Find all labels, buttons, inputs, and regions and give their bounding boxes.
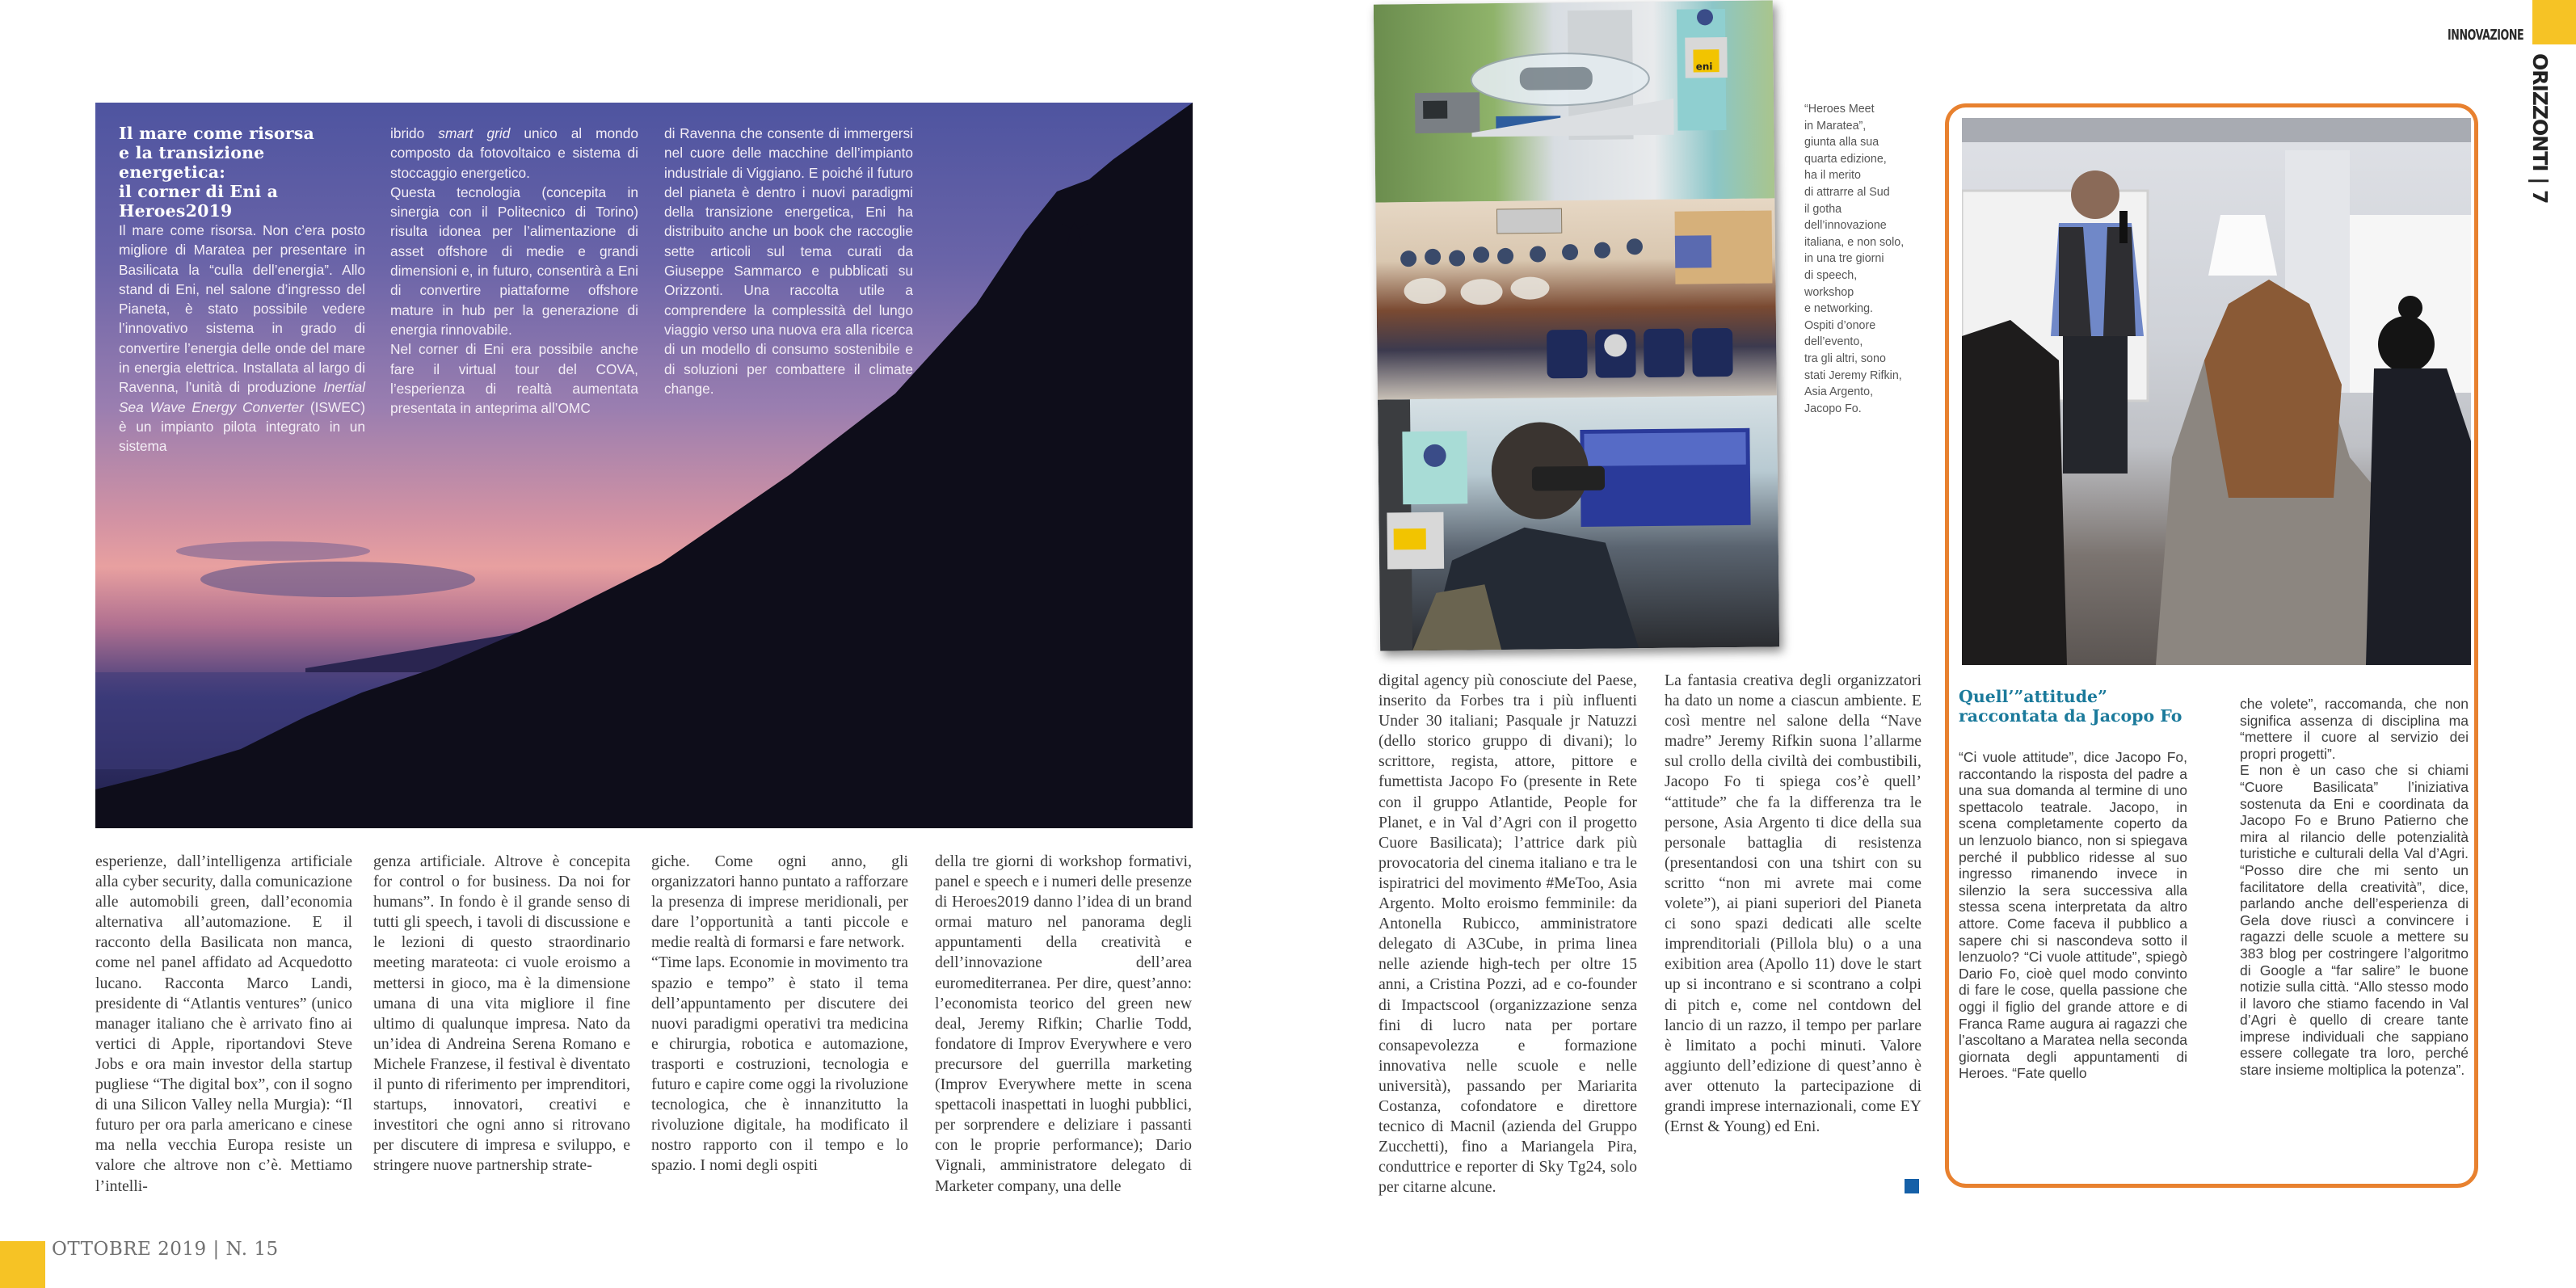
article-paragraph: La fantasia creativa degli organizzatori ha dato un nome a ciascun ambiente. E così mentre nel salone della “Nave madre” Jeremy Rifkin suona l’allarme sul crollo della civiltà dei combustibili, Jacopo Fo ti spiega cos’è quell’ “attitude” che fa la differenza tra le persone, Asia Argento ti dice della sua personale battaglia di resistenza (presentandosi con una tshirt con su scritto “non mi avrete mai come volete”), ai piani superiori del Pianeta ci sono spazi dedicati alle scelte imprenditoriali (Pillola blu) o a una exibition area (Apollo 11) dove le start up si incontrano e si scontrano a colpi di pitch e, come nel contdown del lancio di un razzo, il tempo per parlare è limitato a pochi minuti. Valore aggiunto dell’edizione di quest’anno è aver ottenuto la partecipazione di grandi imprese internazionali, come EY (Ernst & Young) ed Eni. xyxy=(1665,671,1921,1136)
sidebar-column-2 xyxy=(390,124,638,418)
boxout-title-line: raccontata da Jacopo Fo xyxy=(1959,706,2182,726)
sidebar-text: Il mare come risorsa. Non c’era posto migliore di Maratea per presentare in Basilicata la “culla dell’energia”. Allo stand di Eni, nel salone d’ingresso del Pianeta, è stato possibile vedere l’innovativo sistema in grado di convertire l’energia delle onde del mare in energia elettrica. Installata al largo di Ravenna, l’unità di produzione xyxy=(119,222,365,396)
photo-jacopo-fo xyxy=(1962,118,2471,665)
issue-date: OTTOBRE 2019 | N. 15 xyxy=(52,1239,279,1260)
caption-line: dell’innovazione xyxy=(1804,219,1887,233)
caption-line: Jacopo Fo. xyxy=(1804,402,1862,415)
boxout-column-2 xyxy=(2240,696,2469,1079)
end-of-article-mark xyxy=(1905,1179,1919,1193)
article-paragraph: genza artificiale. Altrove è concepita for control o for business. Da noi for humans”. In fondo è il grande senso di tutti gli speech, i tavoli di discussione e le lezioni di questo straordinario meeting marateota: ci vuole eroismo a mettersi in gioco, ma è la dimensione umana di una vita migliore il fine ultimo di qualunque impresa. Nato da un’idea di Andreina Serena Romano e Michele Franzese, il festival è diventato il punto di riferimento per imprenditori, startups, innovatori, creativi e investitori che ogni anno si ritrovano per discutere di impresa e sviluppo, e stringere nuove partnership strate- xyxy=(373,852,630,1175)
sidebar-title-line: e la transizione energetica: xyxy=(119,143,265,182)
caption-line: e networking. xyxy=(1804,302,1874,316)
sidebar-italic-text: Inertial Sea Wave Energy Converter xyxy=(119,379,365,415)
article-paragraph: esperienze, dall’intelligenza artificiale alla cyber security, dalla comunicazione alle automobili green, dall’economia alternativa all’automazione. E il racconto della Basilicata non manca, come nel panel affidato ad Acquedotto lucano. Racconta Marco Landi, presidente di “Atlantis ventures” (unico manager italiano che è arrivato fino ai vertici di Apple, riportandovi Steve Jobs e ora main investor della startup pugliese “The digital box”, con il sogno di una Silicon Valley nella Murgia): “Il futuro per ora parla americano e cinese ma nella vecchia Europa resiste un valore che altrove non c’è. Mettiamo l’intelli- xyxy=(95,852,352,1195)
photo-collage xyxy=(1374,0,1779,650)
article-paragraph: “Time laps. Economie in movimento tra spazio e tempo” è stato il tema dell’appuntamento per discutere dei nuovi paradigmi operativi tra medicina e chirurgia, robotica e automazione, trasporti e costruzioni, tecnologia e futuro e capire come oggi la rivoluzione tecnologica, che è innanzitutto la rivoluzione digitale, ha modificato il nostro rapporto con il tempo e lo spazio. I nomi degli ospiti xyxy=(651,953,908,1175)
caption-line: in Maratea”, xyxy=(1804,119,1867,133)
boxout-paragraph: E non è un caso che si chiami “Cuore Basilicata” l’iniziativa sostenuta da Eni e coordinata da Jacopo Fo e Bruno Patierno che mira al rilancio delle potenzialità turistiche e culturali della Val d’Agri. “Posso dire che mi sento un facilitatore della creatività”, dice, parlando anche dell’esperienza di Gela dove riuscì a convincere i ragazzi delle scuole a mettere su 383 blog per costringere l’algoritmo di Google a “far salire” le buone notizie sulla città. “Allo stesso modo il lavoro che stiamo facendo in Val d’Agri è quello di creare tante imprese individuali che sappiano essere collegate tra loro, perché stare insieme moltiplica la potenza”. xyxy=(2240,762,2469,1079)
sidebar-italic-text: smart grid xyxy=(438,125,511,141)
caption-line: stati Jeremy Rifkin, xyxy=(1804,368,1902,382)
eni-logo-text: eni xyxy=(1695,61,1713,73)
article-column-2 xyxy=(373,852,630,1176)
sidebar-paragraph: di Ravenna che consente di immergersi nel cuore delle macchine dell’impianto industriale di Viggiano. E poiché il futuro del pianeta è dentro i nuovi paradigmi della transizione energetica, Eni ha distribuito anche un book che raccoglie sette articoli sul tema curati da Giuseppe Sammarco e pubblicati su Orizzonti. Una raccolta utile a comprendere la complessità del lungo viaggio verso una nuova era alla ricerca di un modello di consumo sostenibile e di soluzioni per combattere il climate change. xyxy=(664,125,913,397)
caption-line: ha il merito xyxy=(1804,169,1861,183)
audience-illustration xyxy=(1375,198,1777,399)
yellow-corner-tab-right xyxy=(2532,0,2576,44)
sidebar-text: unico al mondo composto da fotovoltaico e sistema di stoccaggio energetico. xyxy=(390,125,638,181)
article-column-5 xyxy=(1378,671,1637,1198)
article-paragraph: della tre giorni di workshop formativi, panel e speech e i numeri delle presenze di Heroes2019 danno l’idea di un brand ormai maturo nel panorama degli appuntamenti della creatività e dell’innovazione dell’area euromediterranea. Per dire, quest’anno: l’economista teorico del green new deal, Jeremy Rifkin; Charlie Todd, fondatore di Improv Everywhere e vero precursore del guerrilla marketing (Improv Everywhere mette in scena spettacoli inaspettati in luoghi pubblici, per sorprendere e deliziare i passanti con le proprie performance); Dario Vignali, amministratore delegato di Marketer company, una delle xyxy=(935,852,1192,1195)
sidebar-title xyxy=(119,124,365,221)
sidebar-title-line: Il mare come risorsa xyxy=(119,124,314,143)
article-column-3 xyxy=(651,852,908,1176)
sidebar-text: (ISWEC) è un impianto pilota integrato in un sistema xyxy=(119,398,365,455)
section-label: INNOVAZIONE xyxy=(2448,27,2524,44)
sidebar-column-3 xyxy=(664,124,913,398)
sidebar-paragraph xyxy=(119,221,365,457)
sidebar-column-1 xyxy=(119,124,365,457)
article-column-6 xyxy=(1665,671,1921,1137)
caption-line: di attrarre al Sud xyxy=(1804,185,1890,199)
caption-line: in una tre giorni xyxy=(1804,252,1884,266)
caption-line: workshop xyxy=(1804,285,1854,299)
photo-caption xyxy=(1804,101,1909,417)
yellow-corner-tab-left xyxy=(0,1241,45,1288)
caption-line: italiana, e non solo, xyxy=(1804,235,1905,249)
caption-line: giunta alla sua xyxy=(1804,136,1879,149)
photo-workshop-audience xyxy=(1375,198,1777,399)
eni-stand-illustration xyxy=(1374,0,1775,202)
caption-line: il gotha xyxy=(1804,202,1842,216)
caption-line: Asia Argento, xyxy=(1804,385,1874,399)
photo-vr-headset-visitor xyxy=(1378,395,1779,650)
boxout-column-1 xyxy=(1959,749,2187,1082)
caption-line: dell’evento, xyxy=(1804,335,1863,349)
boxout-title xyxy=(1959,687,2201,726)
folio-text: ORIZZONTI | 7 xyxy=(2528,53,2552,204)
sidebar-paragraph xyxy=(390,124,638,183)
boxout-title-line: Quell’”attitude” xyxy=(1959,687,2107,706)
article-column-1 xyxy=(95,852,352,1197)
caption-line: tra gli altri, sono xyxy=(1804,351,1886,365)
caption-line: “Heroes Meet xyxy=(1804,103,1875,116)
sidebar-title-line: il corner di Eni a Heroes2019 xyxy=(119,182,279,221)
sidebar-paragraph: Questa tecnologia (concepita in sinergia con il Politecnico di Torino) risulta idonea per l’alimentazione di asset offshore di medie e grandi dimensioni e, in futuro, consentirà a Eni di convertire piattaforme offshore mature in hub per la generazione di energia rinnovabile. xyxy=(390,183,638,338)
caption-line: di speech, xyxy=(1804,268,1858,282)
vr-visitor-illustration xyxy=(1378,395,1779,650)
boxout-paragraph: “Ci vuole attitude”, dice Jacopo Fo, raccontando la risposta del padre a una sua domanda al termine di uno spettacolo teatrale. Jacopo, in scena completamente coperto da un lenzuolo bianco, non si spiegava perché il pubblico ridesse al suo ingresso rimanendo invece in silenzio la sera successiva alla stessa scena interpretata da altro attore. Come faceva il pubblico a sapere chi si nascondeva sotto il lenzuolo? “Ci vuole attitude”, spiegò Dario Fo, cioè quel modo convinto di fare le cose, quella passione che oggi il figlio del grande attore e di Franca Rame augura ai ragazzi che l’ascoltano a Maratea nella seconda giornata degli appuntamenti di Heroes. “Fate quello xyxy=(1959,749,2187,1082)
page-folio-right xyxy=(2528,53,2553,204)
page-folio-left xyxy=(21,1127,45,1256)
article-paragraph: giche. Come ogni anno, gli organizzatori hanno puntato a rafforzare la presenza di imprese meridionali, per dare l’opportunità a tanti piccole e medie realtà di formarsi e fare network. xyxy=(651,852,908,952)
article-column-4 xyxy=(935,852,1192,1197)
caption-line: Ospiti d’onore xyxy=(1804,318,1876,332)
jacopo-fo-speaking-illustration xyxy=(1962,118,2471,665)
sidebar-paragraph: Nel corner di Eni era possibile anche fare il virtual tour del COVA, l’esperienza di realtà aumentata presentata in anteprima all’OMC xyxy=(390,341,638,417)
photo-eni-stand xyxy=(1374,0,1775,202)
caption-line: quarta edizione, xyxy=(1804,152,1887,166)
boxout-paragraph: che volete”, raccomanda, che non significa assenza di disciplina ma “mettere il cuore al servizio dei propri progetti”. xyxy=(2240,696,2469,762)
article-paragraph: digital agency più conosciute del Paese, inserito da Forbes tra i più influenti Under 30 italiani; Pasquale jr Natuzzi (dello storico gruppo di divani); lo scrittore, regista, attore, pittore e fumettista Jacopo Fo (presente in Rete con il gruppo Atlantide, People for Planet, e in Val d’Agri con il progetto Cuore Basilicata); l’attrice dark più provocatoria del cinema italiano e tra le ispiratrici del movimento #MeToo, Asia Argento. Molto eroismo femminile: da Antonella Rubicco, amministratore delegato di A3Cube, in prima linea nelle aziende high-tech per oltre 15 anni, a Cristina Pozzi, ad e co-founder di Impactscool (organizzazione senza fini di lucro nata per portare consapevolezza e formazione innovativa nelle scuole e nelle università), passando per Mariarita Costanza, cofondatore e direttore tecnico di Macnil (azienda del Gruppo Zucchetti), fino a Mariangela Pira, conduttrice e reporter di Sky Tg24, solo per citarne alcune. xyxy=(1378,671,1637,1197)
sidebar-text: ibrido xyxy=(390,125,439,141)
